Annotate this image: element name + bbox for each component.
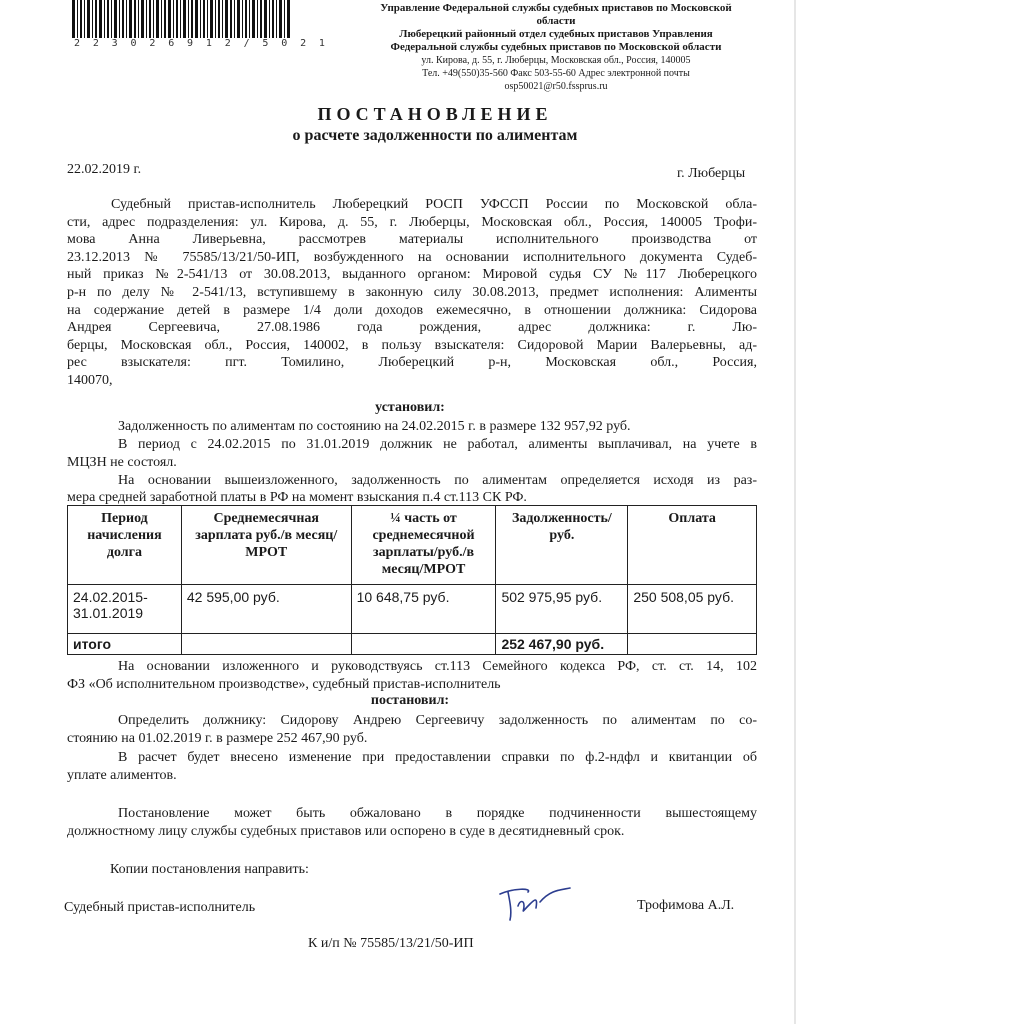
signature-icon (494, 882, 574, 922)
barcode-icon (72, 0, 290, 38)
ustanovil-heading: установил: (375, 400, 445, 415)
intro-line: ный приказ №2-541/13 от 30.08.2013, выданного органом: Мировой судья СУ №117 Люберецкого (67, 267, 757, 283)
ustanovil-text: мера средней заработной платы в РФ на момент взыскания п.4 ст.113 СК РФ. (67, 490, 527, 505)
appeal-text: должностному лицу службы судебных приставов или оспорено в суде в десятидневный срок. (67, 824, 625, 839)
intro-line: берцы, Московская обл., Россия, 140002, в пользу взыскателя: Сидоровой Марии Валерьевны, ад- (67, 337, 757, 353)
total-value: 252 467,90 руб. (496, 634, 628, 655)
intro-line: сти, адрес подразделения: ул. Кирова, д. 55, г. Люберцы, Московская обл., Россия, 140005 Трофи- (67, 214, 757, 230)
intro-line: рес взыскателя: пгт. Томилино, Люберецкий р-н, Московская обл., Россия, (67, 355, 757, 371)
page-edge (794, 0, 796, 1024)
intro-line: р-н по делу № 2-541/13, вступившему в законную силу 30.08.2013, предмет исполнения: Алименты (67, 284, 757, 300)
document-title (230, 104, 640, 145)
postanovil-heading: постановил: (370, 693, 450, 708)
postanovil-text: уплате алиментов. (67, 768, 177, 783)
ustanovil-text: В период с 24.02.2015 по 31.01.2019 должник не работал, алименты выплачивал, на учете в (118, 437, 757, 452)
intro-line: 23.12.2013 № 75585/13/21/50-ИП, возбужденного на основании исполнительного документа Судеб- (67, 249, 757, 265)
intro-line: на содержание детей в размере 1/4 доли доходов ежемесячно, в отношении должника: Сидорова (67, 302, 757, 318)
agency-email: osp50021@r50.fssprus.ru (504, 81, 608, 92)
case-number: К и/п № 75585/13/21/50-ИП (308, 936, 474, 951)
debt-calculation-table (67, 505, 757, 655)
table-header: ¼ часть от среднемесячной зарплаты/руб./в месяц/МРОТ (351, 506, 496, 585)
agency-phone: Тел. +49(550)35-560 Факс 503-55-60 Адрес электронной почты (422, 68, 690, 79)
intro-line: Судебный пристав-исполнитель Люберецкий РОСП УФССП России по Московской обла- (111, 197, 757, 212)
table-cell: 24.02.2015- 31.01.2019 (68, 585, 182, 634)
ustanovil-text: МЦЗН не состоял. (67, 455, 177, 470)
agency-line: Управление Федеральной службы судебных приставов по Московской (380, 2, 732, 14)
intro-paragraph (67, 196, 757, 390)
ustanovil-text: На основании вышеизложенного, задолженность по алиментам определяется исходя из раз- (118, 473, 757, 488)
intro-line: 140070, (67, 372, 113, 388)
table-cell: 42 595,00 руб. (181, 585, 351, 634)
postanovil-text: В расчет будет внесено изменение при предоставлении справки по ф.2-ндфл и квитанции об (118, 750, 757, 765)
table-header: Среднемесячная зарплата руб./в месяц/МРОТ (181, 506, 351, 585)
postanovil-text: Определить должнику: Сидорову Андрею Сергеевичу задолженность по алиментам по со- (118, 713, 757, 728)
table-cell-empty (181, 634, 351, 655)
table-header: Оплата (628, 506, 757, 585)
agency-header (356, 2, 756, 93)
agency-line: Люберецкий районный отдел судебных приставов Управления (399, 28, 713, 40)
agency-address: ул. Кирова, д. 55, г. Люберцы, Московская обл., Россия, 140005 (421, 55, 691, 66)
basis-text: На основании изложенного и руководствуясь ст.113 Семейного кодекса РФ, ст. ст. 14, 102 (118, 659, 757, 674)
table-header: Задолженность/ руб. (496, 506, 628, 585)
officer-name: Трофимова А.Л. (637, 898, 735, 913)
basis-text: ФЗ «Об исполнительном производстве», судебный пристав-исполнитель (67, 677, 501, 692)
intro-line: мова Анна Ливерьевна, рассмотрев материалы исполнительного производства от (67, 232, 757, 248)
copies-line: Копии постановления направить: (110, 862, 309, 877)
table-row (68, 585, 757, 634)
barcode-number: 2 2 3 0 2 6 9 1 2 / 5 0 2 1 (74, 38, 329, 49)
table-cell: 250 508,05 руб. (628, 585, 757, 634)
title-main: ПОСТАНОВЛЕНИЕ (317, 104, 553, 124)
table-cell-empty (628, 634, 757, 655)
table-cell-empty (351, 634, 496, 655)
appeal-text: Постановление может быть обжаловано в порядке подчиненности вышестоящему (118, 806, 757, 821)
ustanovil-text: Задолженность по алиментам по состоянию на 24.02.2015 г. в размере 132 957,92 руб. (118, 419, 631, 434)
document-date: 22.02.2019 г. (67, 162, 142, 177)
postanovil-text: стоянию на 01.02.2019 г. в размере 252 467,90 руб. (67, 731, 368, 746)
table-total-row (68, 634, 757, 655)
intro-line: Андрея Сергеевича, 27.08.1986 года рождения, адрес должника: г. Лю- (67, 320, 757, 336)
title-subtitle: о расчете задолженности по алиментам (292, 127, 578, 144)
officer-title: Судебный пристав-исполнитель (64, 900, 256, 915)
page-margin (796, 0, 1036, 1024)
agency-line: Федеральной службы судебных приставов по Московской области (390, 41, 722, 53)
table-header-row (68, 506, 757, 585)
table-cell: 10 648,75 руб. (351, 585, 496, 634)
document-city: г. Люберцы (677, 166, 746, 181)
table-header: Период начисления долга (68, 506, 182, 585)
table-cell: 502 975,95 руб. (496, 585, 628, 634)
total-label: итого (68, 634, 182, 655)
agency-line: области (536, 15, 576, 27)
